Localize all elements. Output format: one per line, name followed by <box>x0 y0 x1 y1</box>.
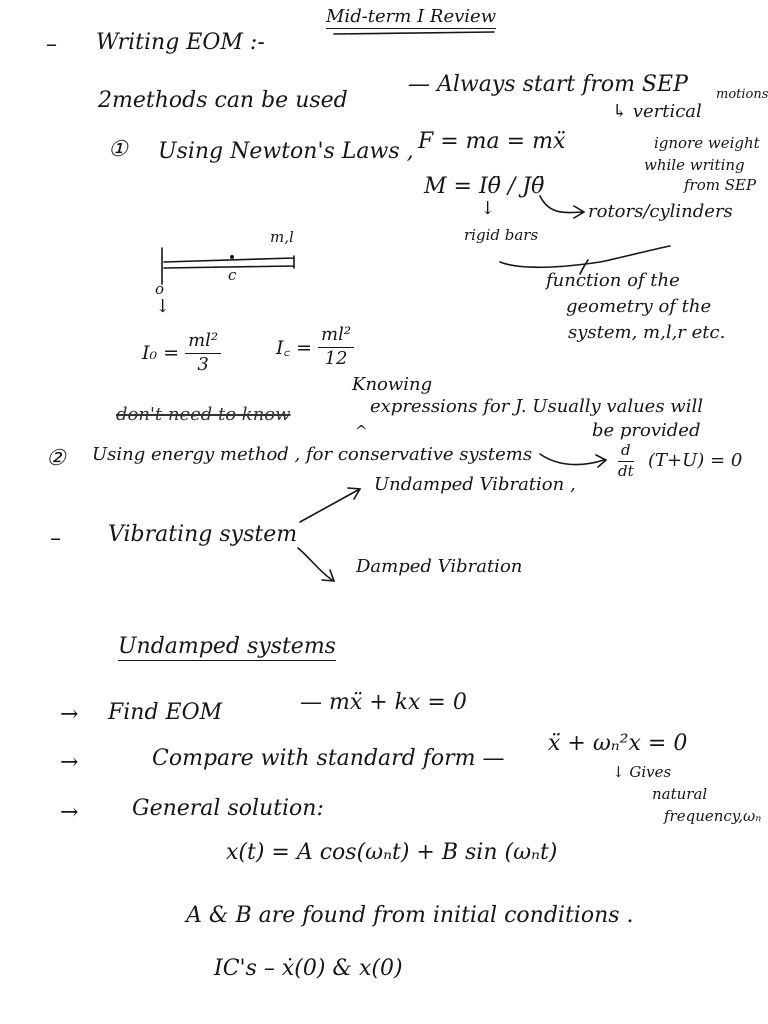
vertical-note: ↳ vertical <box>612 101 702 122</box>
gives-note-line1: ↓ Gives <box>612 763 672 781</box>
title-underline <box>334 32 494 34</box>
method1-text: Using Newton's Laws , <box>158 139 414 164</box>
compare-label: Compare with standard form — <box>152 746 505 771</box>
ic-numerator: ml² <box>318 326 354 348</box>
method1-number: ① <box>108 137 128 162</box>
center-point <box>230 255 234 259</box>
general-solution-label: General solution: <box>132 796 324 821</box>
io-denominator: 3 <box>197 353 209 375</box>
rigid-arrow: ↓ <box>480 198 496 219</box>
knowing-insert: Knowing <box>352 374 433 395</box>
io-formula <box>142 332 221 375</box>
page-title: Mid-term I Review <box>326 6 497 27</box>
io-lhs: I₀ = <box>142 342 180 365</box>
mass-length-label: m,l <box>270 228 294 246</box>
section-dash: – <box>46 32 57 57</box>
writing-eom-heading: Writing EOM :- <box>96 30 265 55</box>
undamped-systems-heading: Undamped systems <box>118 634 336 659</box>
rotors-label: rotors/cylinders <box>588 201 733 222</box>
pivot-arrow: ↓ <box>155 296 171 317</box>
always-sep-note: — Always start from SEP <box>408 72 688 97</box>
knowing-line2: be provided <box>592 420 701 441</box>
center-label: c <box>228 266 237 284</box>
energy-arrow <box>540 454 606 467</box>
insert-caret: ^ <box>355 422 368 440</box>
ic-fraction <box>318 326 354 369</box>
ddt-fraction <box>618 443 634 480</box>
methods-intro: 2methods can be used <box>98 88 348 113</box>
pivot-label: o <box>155 280 165 298</box>
io-fraction <box>185 332 221 375</box>
step1-arrow: → <box>60 702 79 727</box>
io-numerator: ml² <box>185 332 221 354</box>
function-note-line1: function of the <box>546 270 680 291</box>
undamped-branch-arrow <box>300 488 360 522</box>
undamped-vibration-label: Undamped Vibration , <box>374 474 576 495</box>
general-solution-equation: x(t) = A cos(ωₙt) + B sin (ωₙt) <box>226 840 558 865</box>
energy-equation: (T+U) = 0 <box>648 450 743 471</box>
moment-equation: M = Iθ̈ / Jθ̈ <box>424 174 545 199</box>
rotors-arrow <box>540 196 584 218</box>
gives-note-line2: natural <box>652 785 708 803</box>
motions-note: motions <box>716 87 768 102</box>
ddt-numerator: d <box>618 443 634 462</box>
damped-branch-arrow <box>298 548 334 581</box>
rigid-bars-label: rigid bars <box>464 226 539 244</box>
standard-form-equation: ẍ + ωₙ²x = 0 <box>548 731 688 756</box>
function-note-line2: geometry of the <box>566 296 712 317</box>
ab-initial-conditions-note: A & B are found from initial conditions . <box>186 903 634 928</box>
ddt-denominator: dt <box>618 461 634 480</box>
knowing-line1: expressions for J. Usually values will <box>370 396 703 417</box>
ignore-note-line1: ignore weight <box>654 134 760 152</box>
initial-conditions-line: IC's – ẋ(0) & x(0) <box>214 956 403 981</box>
step3-arrow: → <box>60 800 79 825</box>
ic-formula <box>276 326 354 369</box>
method2-number: ② <box>46 446 66 471</box>
struck-out-text: don't need to know <box>116 404 291 425</box>
vibration-dash: – <box>50 526 61 551</box>
gives-note-line3: frequency,ωₙ <box>664 807 762 825</box>
ic-denominator: 12 <box>324 347 348 369</box>
ignore-note-line2: while writing <box>644 156 745 174</box>
damped-vibration-label: Damped Vibration <box>356 556 523 577</box>
newton-equation: F = ma = mẍ <box>418 129 566 154</box>
step2-arrow: → <box>60 750 79 775</box>
ic-lhs: I꜀ = <box>276 337 313 360</box>
eom-equation: — mẍ + kx = 0 <box>300 690 467 715</box>
ignore-note-line3: from SEP <box>684 176 757 194</box>
method2-text: Using energy method , for conservative systems <box>92 444 533 465</box>
vibrating-system-label: Vibrating system <box>108 522 298 547</box>
find-eom-label: Find EOM <box>108 700 223 725</box>
function-note-line3: system, m,l,r etc. <box>568 322 726 343</box>
